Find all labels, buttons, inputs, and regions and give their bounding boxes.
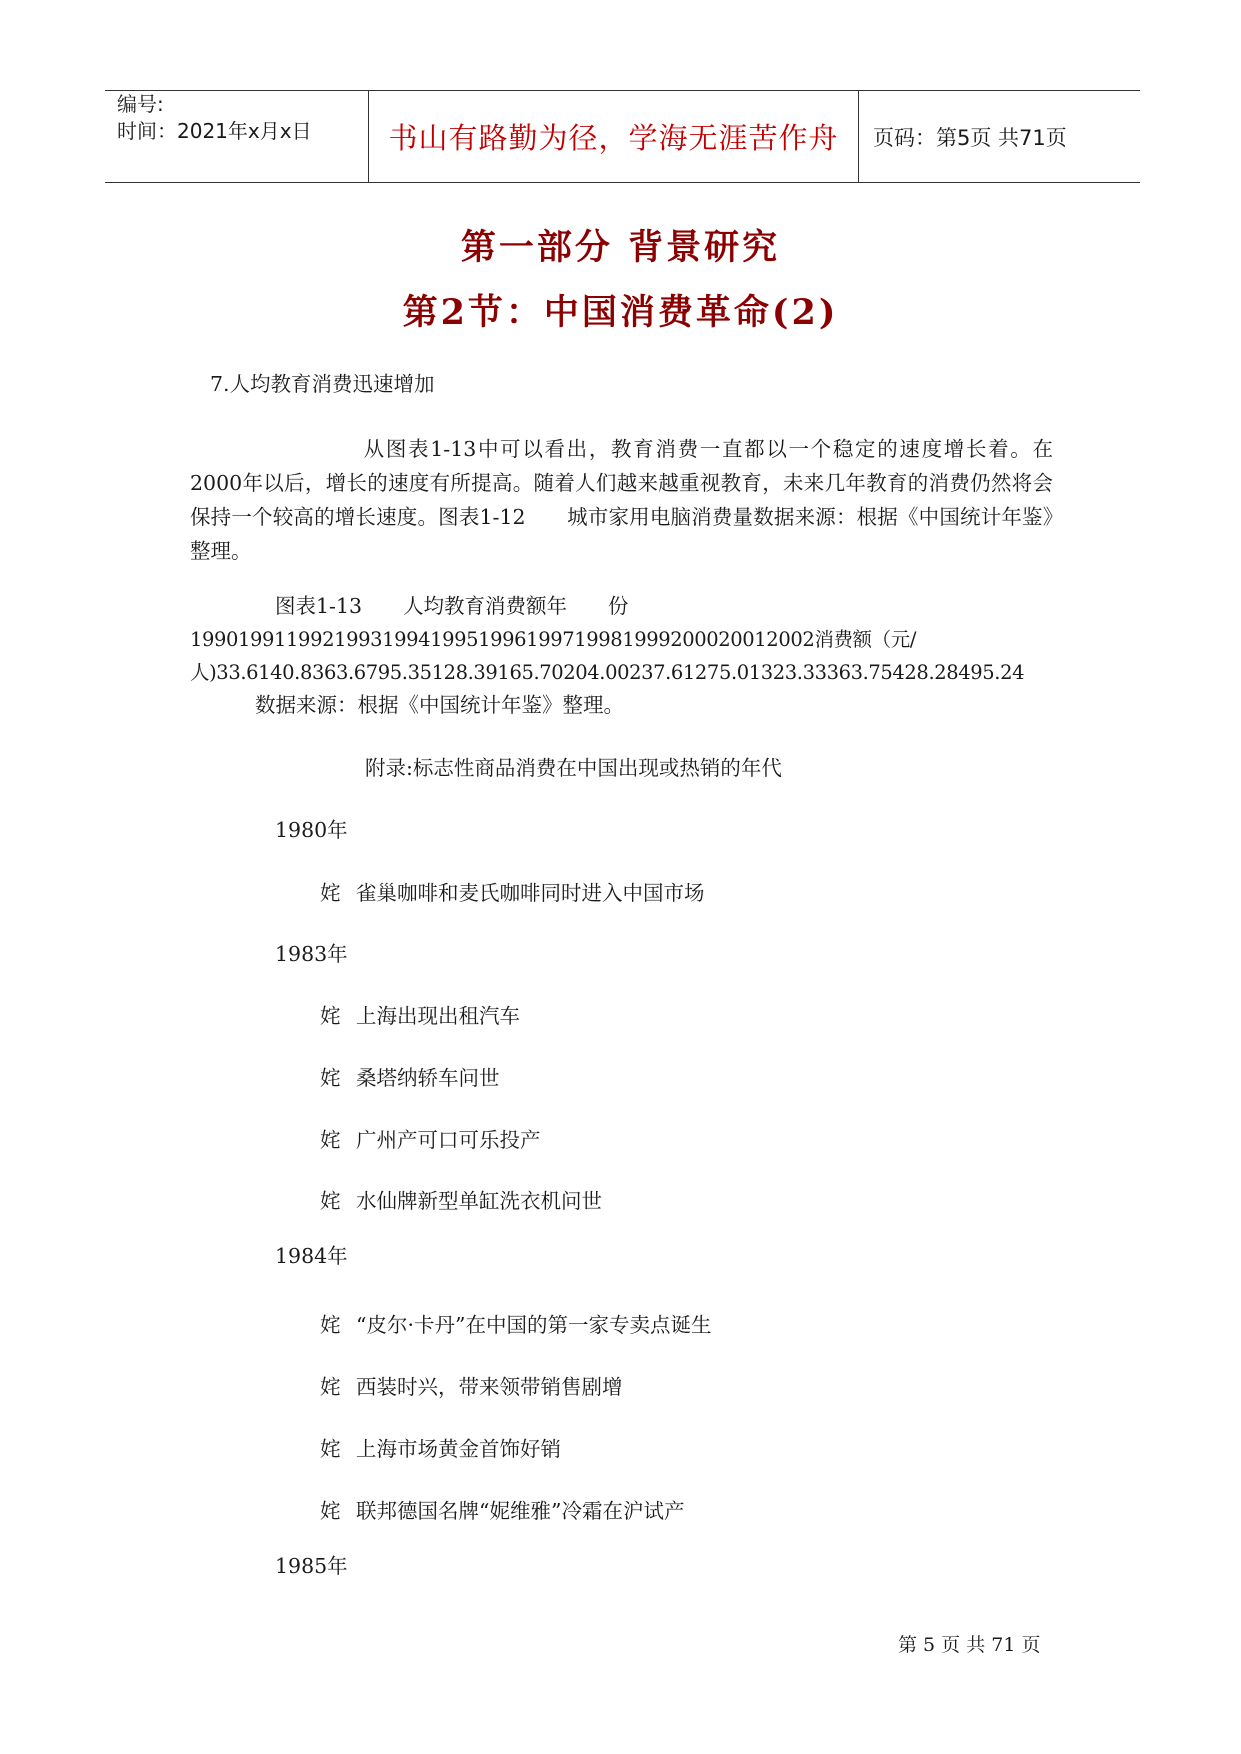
page-footer: 第 5 页 共 71 页: [898, 1634, 1041, 1656]
body-paragraph: [190, 432, 1053, 568]
heading-7: 7.人均教育消费迅速增加: [210, 372, 435, 396]
list-item: 姹 “皮尔·卡丹”在中国的第一家专卖点诞生: [320, 1313, 712, 1337]
list-item: 姹 水仙牌新型单缸洗衣机问世: [320, 1189, 602, 1213]
list-item: 姹 上海市场黄金首饰好销: [320, 1437, 561, 1461]
chart-years-line: 1990199119921993199419951996199719981999200020012002消费额（元/: [190, 628, 917, 651]
time-label: 时间：2021年x月x日: [117, 119, 312, 143]
year-1983: 1983年: [275, 942, 348, 966]
list-item: 姹 西装时兴，带来领带销售剧增: [320, 1375, 623, 1399]
list-item: 姹 上海出现出租汽车: [320, 1004, 520, 1028]
chart-values-line: 人)33.6140.8363.6795.35128.39165.70204.00237.61275.01323.33363.75428.28495.24: [190, 661, 1025, 684]
header-motto: 书山有路勤为径，学海无涯苦作舟: [369, 91, 859, 182]
number-label: 编号:: [117, 92, 164, 116]
header-page-code: 页码：第5页 共71页: [873, 125, 1067, 150]
page-header: [105, 90, 1140, 183]
bullet-mark: 姹: [320, 881, 341, 905]
year-1985: 1985年: [275, 1554, 348, 1578]
list-item: 姹 广州产可口可乐投产: [320, 1128, 541, 1152]
list-item: 姹 联邦德国名牌“妮维雅”冷霜在沪试产: [320, 1499, 685, 1523]
chart-source: 数据来源：根据《中国统计年鉴》整理。: [255, 693, 624, 717]
header-meta: [105, 91, 369, 182]
section-title: 第2节：中国消费革命(2): [402, 292, 839, 333]
chart-caption: 图表1-13 人均教育消费额年 份: [275, 594, 629, 618]
appendix-title: 附录:标志性商品消费在中国出现或热销的年代: [365, 756, 782, 780]
list-item: 姹 雀巢咖啡和麦氏咖啡同时进入中国市场: [320, 876, 705, 906]
list-item: 姹 桑塔纳轿车问世: [320, 1066, 500, 1090]
year-1980: 1980年: [275, 818, 348, 842]
part-title: 第一部分 背景研究: [460, 227, 781, 268]
paragraph-text: 从图表1-13中可以看出，教育消费一直都以一个稳定的速度增长着。在2000年以后，增长的速度有所提高。随着人们越来越重视教育，未来几年教育的消费仍然将会保持一个较高的增长速度。图表1-12 城市家用电脑消费量数据来源：根据《中国统计年鉴》整理。: [190, 437, 1053, 563]
year-1984: 1984年: [275, 1244, 348, 1268]
